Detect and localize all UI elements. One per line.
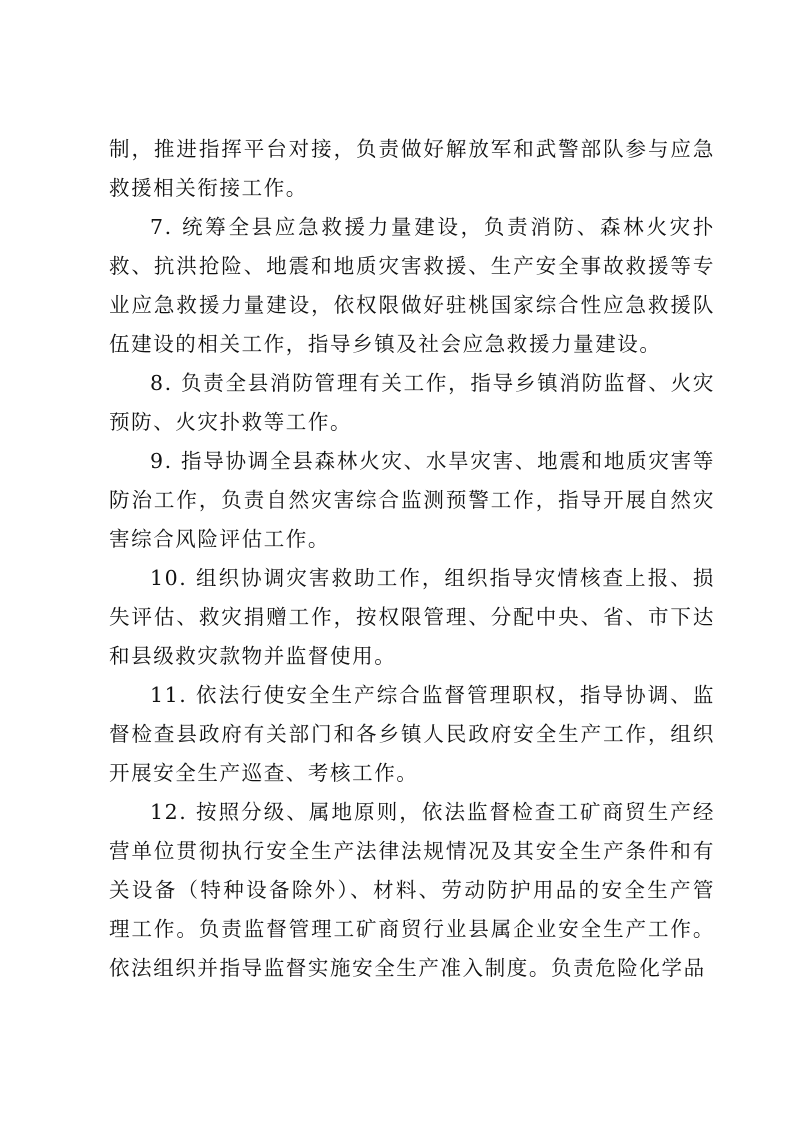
paragraph-item-7: 7. 统筹全县应急救援力量建设，负责消防、森林火灾扑救、抗洪抢险、地震和地质灾害救援、生产安全事故救援等专业应急救援力量建设，依权限做好驻桃国家综合性应急救援队伍建设的相关工作，指导乡镇及社会应急救援力量建设。 xyxy=(109,215,715,356)
paragraph-item-10: 10. 组织协调灾害救助工作，组织指导灾情核查上报、损失评估、救灾捐赠工作，按权限管理、分配中央、省、市下达和县级救灾款物并监督使用。 xyxy=(109,566,715,668)
paragraph-item-11: 11. 依法行使安全生产综合监督管理职权，指导协调、监督检查县政府有关部门和各乡镇人民政府安全生产工作，组织开展安全生产巡查、考核工作。 xyxy=(109,683,715,785)
paragraph-continuation: 制，推进指挥平台对接，负责做好解放军和武警部队参与应急救援相关衔接工作。 xyxy=(109,137,715,200)
paragraph-item-8: 8. 负责全县消防管理有关工作，指导乡镇消防监督、火灾预防、火灾扑救等工作。 xyxy=(109,371,715,434)
paragraph-item-9: 9. 指导协调全县森林火灾、水旱灾害、地震和地质灾害等防治工作，负责自然灾害综合监测预警工作，指导开展自然灾害综合风险评估工作。 xyxy=(109,449,715,551)
paragraph-item-12: 12. 按照分级、属地原则，依法监督检查工矿商贸生产经营单位贯彻执行安全生产法律法规情况及其安全生产条件和有关设备（特种设备除外）、材料、劳动防护用品的安全生产管理工作。负责监督管理工矿商贸行业县属企业安全生产工作。依法组织并指导监督实施安全生产准入制度。负责危险化学品 xyxy=(109,800,715,980)
document-body xyxy=(109,130,715,988)
